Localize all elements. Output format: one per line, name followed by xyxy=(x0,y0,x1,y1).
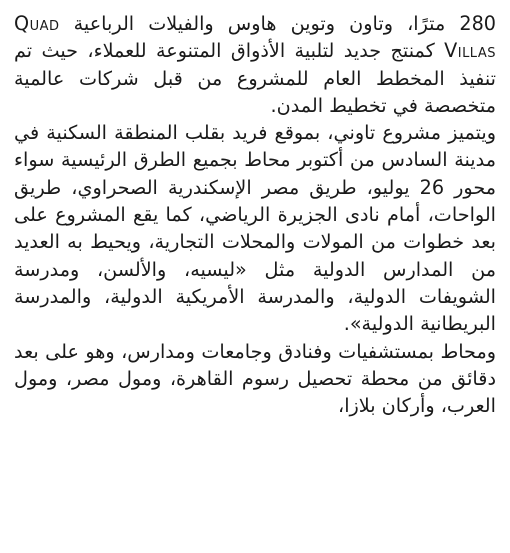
paragraph-project-units xyxy=(14,10,496,119)
paragraph-project-location: ويتميز مشروع تاوني، بموقع فريد بقلب المنطقة السكنية في مدينة السادس من أكتوبر محاط بجميع الطرق الرئيسية سواء محور 26 يوليو، طريق مصر الإسكندرية الصحراوي، طريق الواحات، أمام نادى الجزيرة الرياضي، كما يقع المشروع على بعد خطوات من المولات والمحلات التجارية، ويحيط به العديد من المدارس الدولية مثل «ليسيه، والألسن، ومدرسة الشويفات الدولية، والمدرسة الأمريكية الدولية، والمدرسة البريطانية الدولية». xyxy=(14,121,496,336)
paragraph-nearby-services: ومحاط بمستشفيات وفنادق وجامعات ومدارس، وهو على بعد دقائق من محطة تحصيل رسوم القاهرة، ومول مصر، ومول العرب، وأركان بلازا، xyxy=(14,339,496,418)
paragraph-text-before-brand: 280 مترًا، وتاون وتوين هاوس والفيلات الرباعية xyxy=(59,12,496,35)
brand-name-quad-villas: Quad Villas xyxy=(14,12,496,63)
paragraph-text-after-brand: كمنتج جديد لتلبية الأذواق المتنوعة للعملاء، حيث تم تنفيذ المخطط العام للمشروع من قبل شركات عالمية متخصصة في تخطيط المدن. xyxy=(14,39,496,117)
